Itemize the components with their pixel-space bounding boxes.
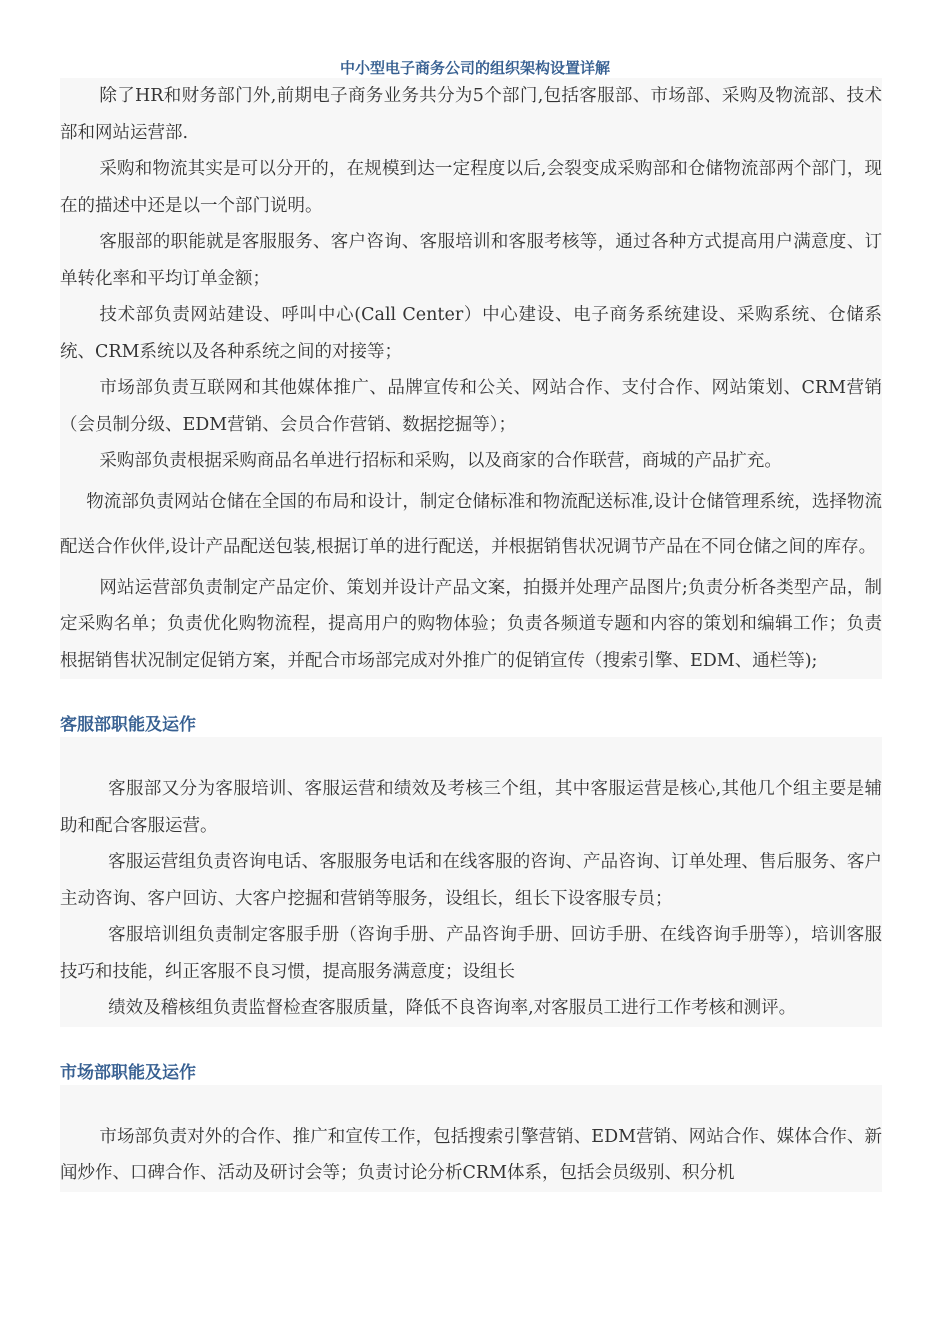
customer-service-heading: 客服部职能及运作 xyxy=(60,713,882,737)
intro-paragraph-purchasing: 采购部负责根据采购商品名单进行招标和采购，以及商家的合作联营，商城的产品扩充。 xyxy=(99,451,782,471)
cs-paragraph-groups: 客服部又分为客服培训、客服运营和绩效及考核三个组，其中客服运营是核心,其他几个组主要是辅助和配合客服运营。 xyxy=(60,779,882,836)
intro-paragraph-customer-service: 客服部的职能就是客服服务、客户咨询、客服培训和客服考核等，通过各种方式提高用户满意度、订单转化率和平均订单金额； xyxy=(60,232,882,289)
intro-paragraph-departments: 除了HR和财务部门外,前期电子商务业务共分为5个部门,包括客服部、市场部、采购及物流部、技术部和网站运营部. xyxy=(60,86,882,143)
marketing-heading: 市场部职能及运作 xyxy=(60,1061,882,1085)
section-spacer xyxy=(60,737,882,771)
section-spacer xyxy=(60,1085,882,1119)
section-spacer xyxy=(60,1027,882,1061)
document-body xyxy=(60,78,882,1192)
page-title: 中小型电子商务公司的组织架构设置详解 xyxy=(339,59,610,77)
intro-paragraph-marketing: 市场部负责互联网和其他媒体推广、品牌宣传和公关、网站合作、支付合作、网站策划、CRM营销（会员制分级、EDM营销、会员合作营销、数据挖掘等）； xyxy=(60,378,882,435)
marketing-paragraph: 市场部负责对外的合作、推广和宣传工作，包括搜索引擎营销、EDM营销、网站合作、媒体合作、新闻炒作、口碑合作、活动及研讨会等；负责讨论分析CRM体系，包括会员级别、积分机 xyxy=(60,1126,882,1183)
cs-paragraph-operations-group: 客服运营组负责咨询电话、客服服务电话和在线客服的咨询、产品咨询、订单处理、售后服务、客户主动咨询、客户回访、大客户挖掘和营销等服务，设组长，组长下设客服专员； xyxy=(60,852,882,909)
cs-paragraph-audit-group: 绩效及稽核组负责监督检查客服质量，降低不良咨询率,对客服员工进行工作考核和测评。 xyxy=(108,998,797,1018)
intro-paragraph-procurement-logistics: 采购和物流其实是可以分开的，在规模到达一定程度以后,会裂变成采购部和仓储物流部两个部门，现在的描述中还是以一个部门说明。 xyxy=(60,159,882,216)
operations-paragraph: 网站运营部负责制定产品定价、策划并设计产品文案，拍摄并处理产品图片;负责分析各类型产品，制定采购名单；负责优化购物流程，提高用户的购物体验；负责各频道专题和内容的策划和编辑工作；负责根据销售状况制定促销方案，并配合市场部完成对外推广的促销宣传（搜索引擎、EDM、通栏等); xyxy=(60,577,882,671)
section-spacer xyxy=(60,679,882,713)
cs-paragraph-training-group: 客服培训组负责制定客服手册（咨询手册、产品咨询手册、回访手册、在线咨询手册等），培训客服技巧和技能，纠正客服不良习惯，提高服务满意度；设组长 xyxy=(60,925,882,982)
intro-paragraph-technology: 技术部负责网站建设、呼叫中心(Call Center）中心建设、电子商务系统建设、采购系统、仓储系统、CRM系统以及各种系统之间的对接等； xyxy=(60,305,882,362)
logistics-paragraph: 物流部负责网站仓储在全国的布局和设计，制定仓储标准和物流配送标准,设计仓储管理系统，选择物流配送合作伙伴,设计产品配送包装,根据订单的进行配送，并根据销售状况调节产品在不同仓储之间的库存。 xyxy=(60,491,882,557)
